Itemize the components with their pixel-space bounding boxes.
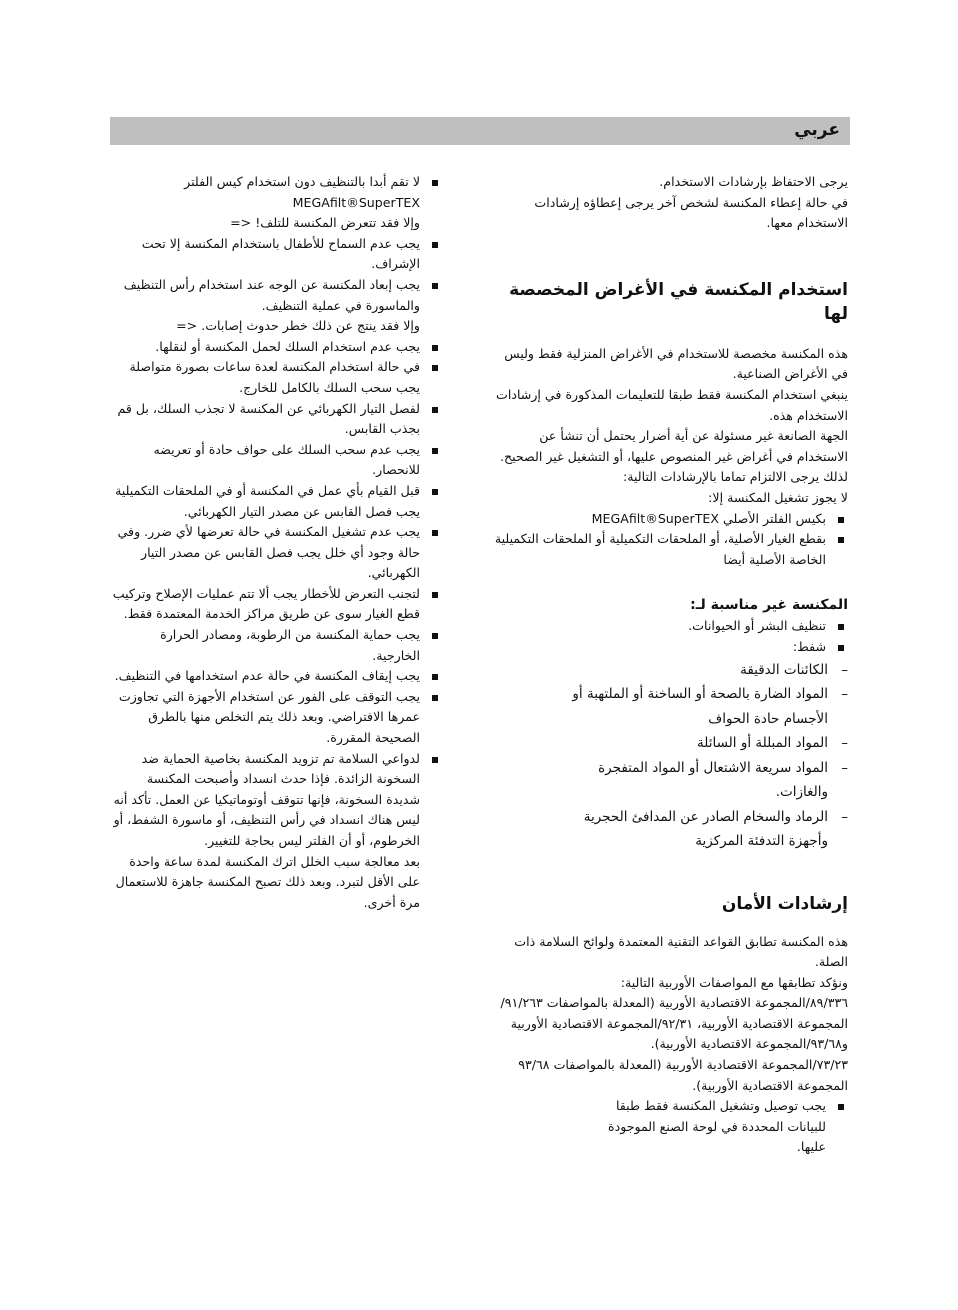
list-item: بقطع الغيار الأصلية، أو الملحقات التكميلية أو الملحقات التكميلية الخاصة الأصلية أيضا — [492, 529, 848, 570]
list-item: لدواعي السلامة تم تزويد المكنسة بخاصية الحماية ضد السخونة الزائدة. فإذا حدث انسداد وأصبحت المكنسة شديدة السخونة، فإنها تتوقف أوتوماتيكيا عن العمل. تأكد أنه ليس هناك انسداد في رأس التنظيف، أو ماسورة الشفط، أو الخرطوم، أو أن الفلتر ليس بحاجة للتغيير. بعد معالجة سبب الخلل اترك المكنسة لمدة ساعة واحدة على الأقل لتبرد. وبعد ذلك تصبح المكنسة جاهزة للاستعمال مرة أخرى. — [112, 749, 442, 914]
list-item: لفصل التيار الكهربائي عن المكنسة لا تجذب السلك، بل قم بجذب القابس. — [112, 399, 442, 440]
safety-warnings-list — [112, 172, 442, 913]
list-item: يجب توصيل وتشغيل المكنسة فقط طبقا للبيانات المحددة في لوحة الصنع الموجودة عليها. — [588, 1096, 848, 1158]
list-item: تنظيف البشر أو الحيوانات. — [492, 616, 848, 637]
cooldown-note: بعد معالجة سبب الخلل اترك المكنسة لمدة ساعة واحدة على الأقل لتبرد. وبعد ذلك تصبح المكنسة جاهزة للاستعمال مرة أخرى. — [115, 853, 420, 910]
list-item: شفط: — [492, 637, 848, 658]
language-header-bar — [110, 117, 850, 145]
list-item: يجب إيقاف المكنسة في حالة عدم استخدامها في التنظيف. — [112, 666, 442, 687]
list-item: يجب عدم السماح للأطفال باستخدام المكنسة إلا تحت الإشراف. — [112, 234, 442, 275]
dash-item: – المواد المبللة أو السائلة — [548, 731, 848, 756]
safety-para-4: ٧٣/٢٣/المجموعة الاقتصادية الأوربية (المعدلة بالمواصفات ٩٣/٦٨ المجموعة الاقتصادية الأوربية). — [518, 1057, 848, 1093]
intro-keep-instructions: يرجى الاحتفاظ بإرشادات الاستخدام. — [659, 174, 848, 189]
intended-use-para-1: هذه المكنسة مخصصة للاستخدام في الأغراض المنزلية فقط وليس في الأغراض الصناعية. — [504, 345, 848, 382]
dash-item: – المواد الضارة بالصحة أو الساخنة أو الملتهبة أو الأجسام حادة الحواف — [548, 682, 848, 731]
list-item: بكيس الفلتر الأصلي MEGAfilt®SuperTEX — [492, 509, 848, 530]
brand-name: MEGAfilt®SuperTEX — [292, 194, 420, 210]
language-title: عربي — [794, 120, 840, 140]
unsuitable-dash-list — [548, 658, 848, 854]
intended-use-para-3: الجهة الصانعة غير مسئولة عن أية أضرار يحتمل أن تنشأ عن الاستخدام في أغراض غير المنصوص عليها، أو التشغيل غير الصحيح. — [500, 428, 848, 464]
right-column — [492, 172, 848, 1158]
intended-use-bullets — [492, 509, 848, 571]
list-item: يجب حماية المكنسة من الرطوبة، ومصادر الحرارة الخارجية. — [112, 625, 442, 666]
list-item: يجب إبعاد المكنسة عن الوجه عند استخدام رأس التنظيف والماسورة في عملية التنظيف. وإلا فقد ينتج عن ذلك خطر حدوث إصابات. => — [112, 275, 442, 337]
list-item: يجب عدم تشغيل المكنسة في حالة تعرضها لأي ضرر. وفي حالة وجود أي خلل يجب فصل القابس عن مصدر التيار الكهربائي. — [112, 522, 442, 584]
left-column — [112, 172, 442, 913]
safety-para-3: ٨٩/٣٣٦/المجموعة الاقتصادية الأوربية (المعدلة بالمواصفات ٩١/٢٦٣/المجموعة الاقتصادية الأوربية، ٩٢/٣١/المجموعة الاقتصادية الأوربية و٩٣/٦٨/المجموعة الاقتصادية الأوربية). — [500, 995, 848, 1052]
dash-item: – الكائنات الدقيقة — [548, 658, 848, 683]
dash-item: – المواد سريعة الاشتعال أو المواد المتفجرة والغازات. — [548, 756, 848, 805]
intro-pass-on: في حالة إعطاء المكنسة لشخص آخر يرجى إعطاؤه إرشادات الاستخدام معها. — [534, 194, 848, 231]
heading-unsuitable: المكنسة غير مناسبة لـ: — [690, 597, 848, 614]
intended-use-para-4: لذلك يرجى الالتزام تماما بالإرشادات التالية: — [623, 469, 848, 485]
list-item: يجب عدم سحب السلك على حواف حادة أو تعريضه للانحصار. — [112, 440, 442, 481]
consequence-note: وإلا فقد ينتج عن ذلك خطر حدوث إصابات. => — [176, 318, 420, 334]
list-item: قبل القيام بأي عمل في المكنسة أو في الملحقات التكميلية يجب فصل القابس عن مصدر التيار الكهربائي. — [112, 481, 442, 522]
heading-safety: إرشادات الأمان — [721, 893, 848, 914]
list-item: لتجنب التعرض للأخطار يجب ألا تتم عمليات الإصلاح وتركيب قطع الغيار سوى عن طريق مراكز الخدمة المعتمدة فقط. — [112, 584, 442, 625]
heading-intended-use: استخدام المكنسة في الأغراض المخصصة لها — [509, 279, 848, 324]
list-item: في حالة استخدام المكنسة لعدة ساعات بصورة متواصلة يجب سحب السلك بالكامل للخارج. — [112, 357, 442, 398]
intended-use-para-5: لا يجوز تشغيل المكنسة إلا: — [708, 489, 848, 505]
intended-use-para-2: ينبغي استخدام المكنسة فقط طبقا للتعليمات المذكورة في إرشادات الاستخدام هذه. — [495, 386, 848, 423]
safety-para-1: هذه المكنسة تطابق القواعد التقنية المعتمدة ولوائح السلامة ذات الصلة. — [514, 933, 848, 970]
consequence-note: وإلا فقد تتعرض المكنسة للتلف! => — [230, 215, 420, 231]
list-item: يجب التوقف على الفور عن استخدام الأجهزة التي تجاوزت عمرها الافتراضي. وبعد ذلك يتم التخلص منها بالطرق الصحيحة المقررة. — [112, 687, 442, 749]
list-item: يجب عدم استخدام السلك لحمل المكنسة أو لنقلها. — [112, 337, 442, 358]
list-item: لا تقم أبدا بالتنظيف دون استخدام كيس الفلتر MEGAfilt®SuperTEX وإلا فقد تتعرض المكنسة للتلف! => — [112, 172, 442, 234]
unsuitable-bullets — [492, 616, 848, 657]
safety-para-2: ونؤكد تطابقها مع المواصفات الأوربية التالية: — [620, 974, 848, 990]
safety-bullets — [588, 1096, 848, 1158]
dash-item: – الرماد والسخام الصادر عن المدافئ الحجرية وأجهزة التدفئة المركزية — [548, 805, 848, 854]
